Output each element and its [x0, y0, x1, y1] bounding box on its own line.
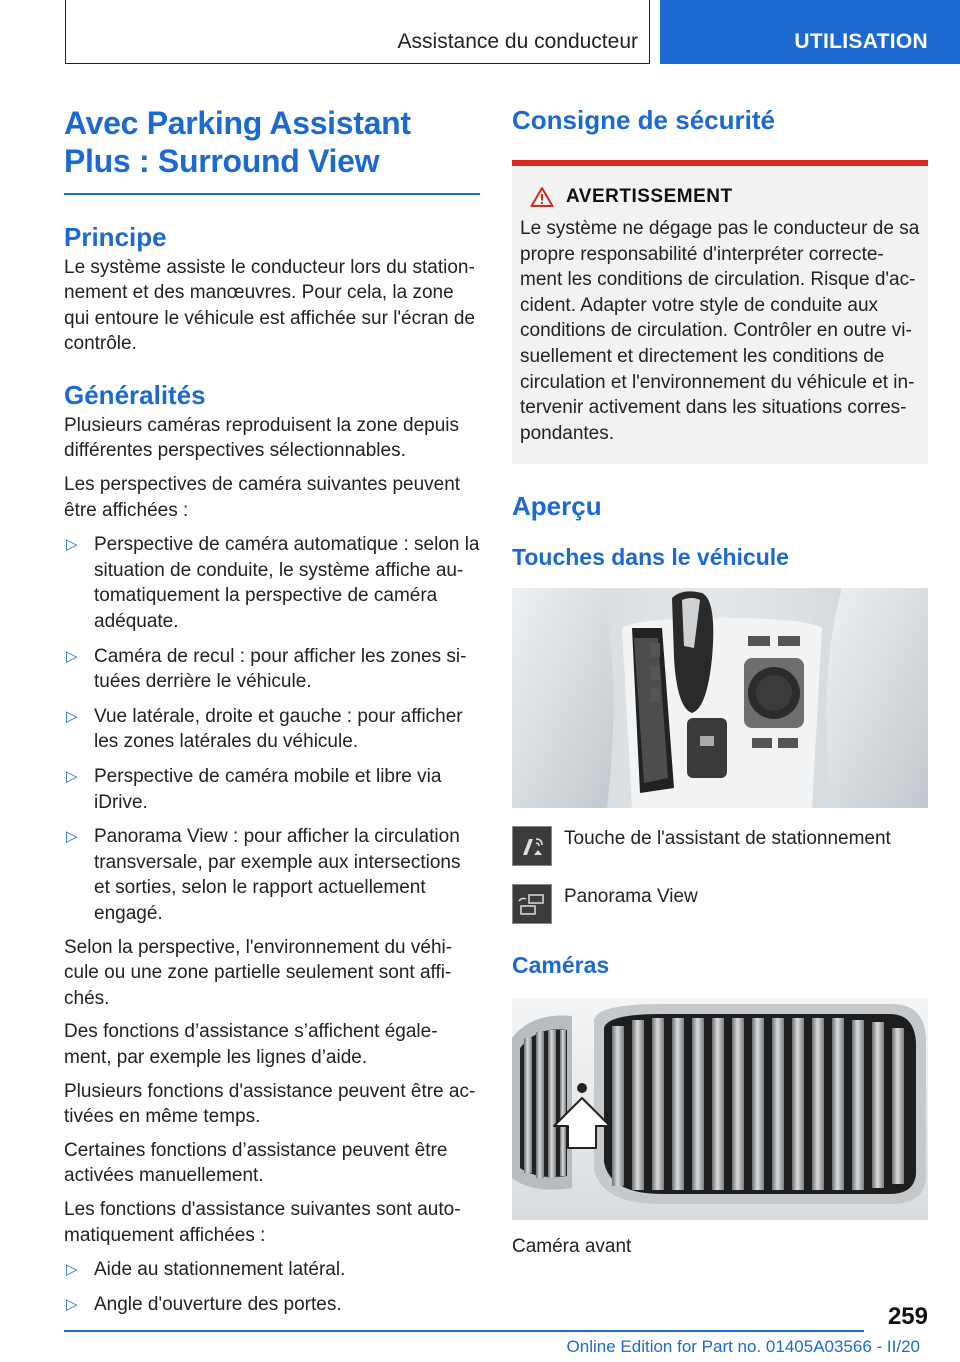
header-chapter-label: UTILISATION	[794, 30, 928, 53]
safety-heading: Consigne de sécurité	[512, 105, 775, 135]
warning-title: AVERTISSEMENT	[566, 186, 733, 207]
triangle-bullet-icon: ▷	[66, 707, 78, 725]
list-item: ▷ Vue latérale, droite et gauche : pour afficher les zones latérales du véhicule.	[66, 705, 463, 753]
generalites-text-7: Les fonctions d'assistance suivantes sont auto-matiquement affichées :	[64, 1198, 461, 1246]
triangle-bullet-icon: ▷	[66, 1295, 78, 1313]
triangle-bullet-icon: ▷	[66, 536, 78, 554]
list-item: ▷ Panorama View : pour afficher la circulation transversale, par exemple aux intersections et sorties, selon le rapport actuellement engagé.	[66, 826, 461, 924]
principe-heading: Principe	[64, 221, 167, 252]
warning-title-row	[530, 186, 920, 208]
list-item: ▷ Perspective de caméra automatique : selon la situation de conduite, le système affiche au-tomatiquement la perspective de caméra adéquate.	[66, 534, 480, 633]
center-console-photo	[512, 588, 928, 808]
triangle-bullet-icon: ▷	[66, 828, 78, 846]
apercu-heading: Aperçu	[512, 491, 602, 522]
generalites-text-5: Plusieurs fonctions d'assistance peuvent être ac-tivées en même temps.	[64, 1080, 476, 1128]
header-chapter-tab	[660, 0, 960, 64]
warning-text: Le système ne dégage pas le conducteur de sa propre responsabilité d'interpréter correcte-ment les conditions de circulation. Risque d'ac-cident. Adapter votre style de conduite aux conditions de circulation. Contrôler en outre vi-suellement et directement les conditions de circulation et l'environnement du véhicule et in-tervenir activement dans les situations corres-pondantes.	[520, 218, 920, 444]
list-item: ▷ Angle d'ouverture des portes.	[64, 1292, 480, 1318]
left-column	[64, 104, 480, 1317]
generalites-heading: Généralités	[64, 379, 206, 410]
triangle-bullet-icon: ▷	[66, 1261, 78, 1279]
page-title: Avec Parking Assistant Plus : Surround View	[64, 105, 411, 179]
front-camera-caption: Caméra avant	[512, 1236, 632, 1258]
generalites-text-2: Les perspectives de caméra suivantes peuvent être affichées :	[64, 474, 461, 521]
title-rule	[64, 193, 480, 195]
parking-key-label: Touche de l'assistant de stationnement	[564, 828, 891, 850]
header-section-title: Assistance du conducteur	[397, 30, 638, 53]
parking-assistant-key-icon	[512, 826, 552, 866]
triangle-bullet-icon: ▷	[66, 647, 78, 665]
triangle-bullet-icon: ▷	[66, 768, 78, 785]
panorama-view-key-icon	[512, 884, 552, 924]
key-row-panorama	[512, 884, 928, 924]
generalites-text-6: Certaines fonctions d’assistance peuvent être activées manuellement.	[64, 1139, 448, 1187]
front-camera-lens	[577, 1083, 587, 1093]
center-console-illustration	[512, 588, 928, 808]
camera-perspective-list	[64, 532, 480, 926]
generalites-text-3: Selon la perspective, l'environnement du véhi-cule ou une zone partielle seulement sont affi-chés.	[64, 936, 453, 1009]
footer-rule	[64, 1330, 864, 1332]
cameras-heading: Caméras	[512, 952, 610, 979]
panorama-key-label: Panorama View	[564, 886, 698, 908]
list-item: ▷ Aide au stationnement latéral.	[64, 1257, 480, 1283]
key-row-parking	[512, 826, 928, 866]
right-column	[512, 104, 928, 1260]
generalites-text-4: Des fonctions d’assistance s’affichent égale-ment, par exemple les lignes d’aide.	[64, 1021, 438, 1068]
warning-box	[512, 166, 928, 464]
auto-functions-list	[64, 1257, 480, 1317]
touches-heading: Touches dans le véhicule	[512, 544, 789, 571]
front-camera-photo	[512, 998, 928, 1220]
list-item: ▷ Caméra de recul : pour afficher les zones si-tuées derrière le véhicule.	[66, 645, 467, 693]
footer-edition: Online Edition for Part no. 01405A03566 - II/20	[566, 1337, 920, 1356]
generalites-text-1: Plusieurs caméras reproduisent la zone depuis différentes perspectives sélectionnables.	[64, 414, 459, 462]
principe-text: Le système assiste le conducteur lors du station-nement et des manœuvres. Pour cela, la zone qui entoure le véhicule est affichée sur l'écran de contrôle.	[64, 256, 475, 355]
page-number: 259	[887, 1303, 928, 1330]
warning-triangle-icon	[530, 186, 554, 208]
front-grille-illustration	[512, 998, 928, 1220]
list-item: ▷ Perspective de caméra mobile et libre via iDrive.	[66, 766, 442, 813]
right-grille-slats	[612, 1018, 904, 1190]
